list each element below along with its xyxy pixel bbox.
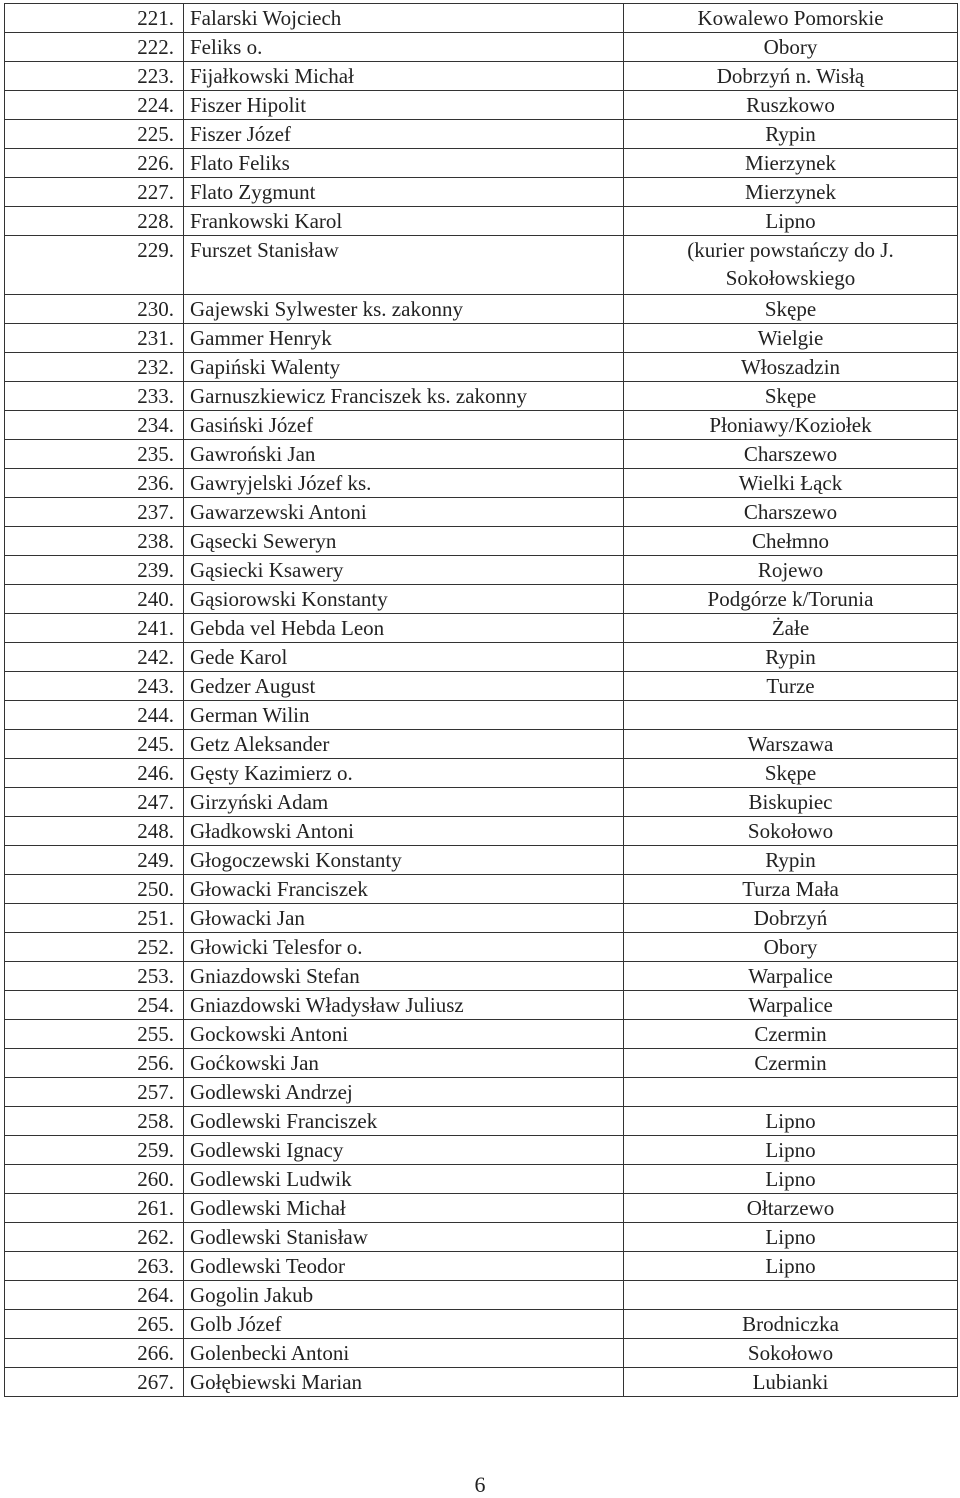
place-name <box>624 701 958 730</box>
person-name: Fiszer Józef <box>184 120 624 149</box>
person-name: Golb Józef <box>184 1310 624 1339</box>
person-name: Godlewski Franciszek <box>184 1107 624 1136</box>
place-name: Lipno <box>624 1223 958 1252</box>
place-name: Czermin <box>624 1020 958 1049</box>
person-name: Feliks o. <box>184 33 624 62</box>
table-row <box>5 527 958 556</box>
place-name <box>624 1281 958 1310</box>
person-name: Falarski Wojciech <box>184 4 624 33</box>
person-name: Głowacki Jan <box>184 904 624 933</box>
person-name: Flato Zygmunt <box>184 178 624 207</box>
place-name <box>624 1078 958 1107</box>
place-name: Mierzynek <box>624 149 958 178</box>
place-name: Dobrzyń n. Wisłą <box>624 62 958 91</box>
place-name: Turza Mała <box>624 875 958 904</box>
place-name: Warpalice <box>624 962 958 991</box>
place-name: Kowalewo Pomorskie <box>624 4 958 33</box>
names-table-body <box>5 4 958 1397</box>
table-row <box>5 382 958 411</box>
place-name: Biskupiec <box>624 788 958 817</box>
table-row <box>5 1223 958 1252</box>
table-row <box>5 817 958 846</box>
row-number: 256. <box>5 1049 184 1078</box>
table-row <box>5 846 958 875</box>
table-row <box>5 1310 958 1339</box>
person-name: Gładkowski Antoni <box>184 817 624 846</box>
row-number: 261. <box>5 1194 184 1223</box>
place-name: Lipno <box>624 1165 958 1194</box>
table-row <box>5 469 958 498</box>
table-row <box>5 149 958 178</box>
place-name: Dobrzyń <box>624 904 958 933</box>
person-name: Gniazdowski Władysław Juliusz <box>184 991 624 1020</box>
place-name: Lipno <box>624 207 958 236</box>
place-name: Lipno <box>624 1136 958 1165</box>
person-name: Golenbecki Antoni <box>184 1339 624 1368</box>
person-name: Gawryjelski Józef ks. <box>184 469 624 498</box>
row-number: 234. <box>5 411 184 440</box>
row-number: 232. <box>5 353 184 382</box>
row-number: 265. <box>5 1310 184 1339</box>
row-number: 264. <box>5 1281 184 1310</box>
table-row <box>5 875 958 904</box>
row-number: 222. <box>5 33 184 62</box>
place-name: Żałe <box>624 614 958 643</box>
person-name: Furszet Stanisław <box>184 236 624 295</box>
table-row <box>5 904 958 933</box>
table-row <box>5 353 958 382</box>
row-number: 221. <box>5 4 184 33</box>
person-name: Frankowski Karol <box>184 207 624 236</box>
place-name: Turze <box>624 672 958 701</box>
place-name: Mierzynek <box>624 178 958 207</box>
place-name: Brodniczka <box>624 1310 958 1339</box>
table-row <box>5 788 958 817</box>
table-row <box>5 672 958 701</box>
table-row <box>5 1281 958 1310</box>
row-number: 249. <box>5 846 184 875</box>
person-name: Gammer Henryk <box>184 324 624 353</box>
table-row <box>5 1020 958 1049</box>
row-number: 237. <box>5 498 184 527</box>
person-name: Gęsty Kazimierz o. <box>184 759 624 788</box>
person-name: Fiszer Hipolit <box>184 91 624 120</box>
place-name: Lipno <box>624 1252 958 1281</box>
row-number: 252. <box>5 933 184 962</box>
person-name: Gąsiorowski Konstanty <box>184 585 624 614</box>
row-number: 258. <box>5 1107 184 1136</box>
place-name: Sokołowo <box>624 817 958 846</box>
row-number: 266. <box>5 1339 184 1368</box>
row-number: 238. <box>5 527 184 556</box>
table-row <box>5 4 958 33</box>
person-name: Głowicki Telesfor o. <box>184 933 624 962</box>
person-name: Głowacki Franciszek <box>184 875 624 904</box>
person-name: Getz Aleksander <box>184 730 624 759</box>
row-number: 250. <box>5 875 184 904</box>
table-row <box>5 178 958 207</box>
page-number: 6 <box>474 1472 486 1497</box>
person-name: Gniazdowski Stefan <box>184 962 624 991</box>
table-row <box>5 1107 958 1136</box>
place-name: Rojewo <box>624 556 958 585</box>
person-name: Gąsecki Seweryn <box>184 527 624 556</box>
row-number: 228. <box>5 207 184 236</box>
person-name: Głogoczewski Konstanty <box>184 846 624 875</box>
row-number: 246. <box>5 759 184 788</box>
person-name: Godlewski Teodor <box>184 1252 624 1281</box>
place-name: Ruszkowo <box>624 91 958 120</box>
person-name: Godlewski Ludwik <box>184 1165 624 1194</box>
place-name: Obory <box>624 933 958 962</box>
table-row <box>5 556 958 585</box>
place-name: Wielgie <box>624 324 958 353</box>
table-row <box>5 962 958 991</box>
person-name: Gapiński Walenty <box>184 353 624 382</box>
row-number: 245. <box>5 730 184 759</box>
table-row <box>5 991 958 1020</box>
person-name: Godlewski Michał <box>184 1194 624 1223</box>
row-number: 236. <box>5 469 184 498</box>
place-name: Rypin <box>624 846 958 875</box>
place-name: Skępe <box>624 759 958 788</box>
row-number: 227. <box>5 178 184 207</box>
table-row <box>5 1252 958 1281</box>
table-row <box>5 440 958 469</box>
row-number: 241. <box>5 614 184 643</box>
table-row <box>5 1339 958 1368</box>
row-number: 224. <box>5 91 184 120</box>
table-row <box>5 1078 958 1107</box>
place-name: Obory <box>624 33 958 62</box>
table-row <box>5 1368 958 1397</box>
table-row <box>5 614 958 643</box>
person-name: Gąsiecki Ksawery <box>184 556 624 585</box>
place-name: Chełmno <box>624 527 958 556</box>
place-name: Lipno <box>624 1107 958 1136</box>
person-name: Godlewski Ignacy <box>184 1136 624 1165</box>
place-name: Skępe <box>624 382 958 411</box>
row-number: 248. <box>5 817 184 846</box>
row-number: 230. <box>5 295 184 324</box>
place-name: Charszewo <box>624 440 958 469</box>
place-name: Podgórze k/Torunia <box>624 585 958 614</box>
row-number: 244. <box>5 701 184 730</box>
place-name: Sokołowo <box>624 1339 958 1368</box>
table-row <box>5 91 958 120</box>
person-name: Gebda vel Hebda Leon <box>184 614 624 643</box>
row-number: 267. <box>5 1368 184 1397</box>
row-number: 251. <box>5 904 184 933</box>
place-name: (kurier powstańczy do J. Sokołowskiego <box>624 236 958 295</box>
person-name: Gasiński Józef <box>184 411 624 440</box>
row-number: 257. <box>5 1078 184 1107</box>
table-row <box>5 1194 958 1223</box>
place-name: Rypin <box>624 120 958 149</box>
table-row <box>5 411 958 440</box>
person-name: Gajewski Sylwester ks. zakonny <box>184 295 624 324</box>
person-name: Fijałkowski Michał <box>184 62 624 91</box>
place-name: Warszawa <box>624 730 958 759</box>
row-number: 260. <box>5 1165 184 1194</box>
row-number: 235. <box>5 440 184 469</box>
table-row <box>5 295 958 324</box>
row-number: 255. <box>5 1020 184 1049</box>
person-name: Gogolin Jakub <box>184 1281 624 1310</box>
row-number: 243. <box>5 672 184 701</box>
person-name: Flato Feliks <box>184 149 624 178</box>
person-name: Godlewski Andrzej <box>184 1078 624 1107</box>
place-name: Wielki Łąck <box>624 469 958 498</box>
table-row <box>5 585 958 614</box>
person-name: Godlewski Stanisław <box>184 1223 624 1252</box>
row-number: 247. <box>5 788 184 817</box>
table-row <box>5 1136 958 1165</box>
place-name: Warpalice <box>624 991 958 1020</box>
person-name: Girzyński Adam <box>184 788 624 817</box>
row-number: 242. <box>5 643 184 672</box>
table-row <box>5 120 958 149</box>
table-row <box>5 498 958 527</box>
place-name: Płoniawy/Koziołek <box>624 411 958 440</box>
row-number: 226. <box>5 149 184 178</box>
table-row <box>5 236 958 295</box>
row-number: 263. <box>5 1252 184 1281</box>
person-name: German Wilin <box>184 701 624 730</box>
place-name: Ołtarzewo <box>624 1194 958 1223</box>
person-name: Gawroński Jan <box>184 440 624 469</box>
table-row <box>5 33 958 62</box>
table-row <box>5 759 958 788</box>
place-name: Skępe <box>624 295 958 324</box>
person-name: Gedzer August <box>184 672 624 701</box>
table-row <box>5 730 958 759</box>
row-number: 223. <box>5 62 184 91</box>
row-number: 253. <box>5 962 184 991</box>
person-name: Goćkowski Jan <box>184 1049 624 1078</box>
person-name: Gede Karol <box>184 643 624 672</box>
table-row <box>5 701 958 730</box>
table-row <box>5 62 958 91</box>
names-table <box>4 3 958 1397</box>
person-name: Gockowski Antoni <box>184 1020 624 1049</box>
person-name: Gawarzewski Antoni <box>184 498 624 527</box>
table-row <box>5 207 958 236</box>
person-name: Garnuszkiewicz Franciszek ks. zakonny <box>184 382 624 411</box>
row-number: 231. <box>5 324 184 353</box>
table-row <box>5 1165 958 1194</box>
row-number: 225. <box>5 120 184 149</box>
table-row <box>5 1049 958 1078</box>
table-row <box>5 324 958 353</box>
person-name: Gołębiewski Marian <box>184 1368 624 1397</box>
table-row <box>5 643 958 672</box>
row-number: 233. <box>5 382 184 411</box>
place-name: Czermin <box>624 1049 958 1078</box>
row-number: 254. <box>5 991 184 1020</box>
document-page <box>4 3 957 1397</box>
row-number: 262. <box>5 1223 184 1252</box>
row-number: 240. <box>5 585 184 614</box>
place-name: Włoszadzin <box>624 353 958 382</box>
place-name: Rypin <box>624 643 958 672</box>
row-number: 239. <box>5 556 184 585</box>
place-name: Lubianki <box>624 1368 958 1397</box>
row-number: 259. <box>5 1136 184 1165</box>
place-name: Charszewo <box>624 498 958 527</box>
row-number: 229. <box>5 236 184 295</box>
table-row <box>5 933 958 962</box>
